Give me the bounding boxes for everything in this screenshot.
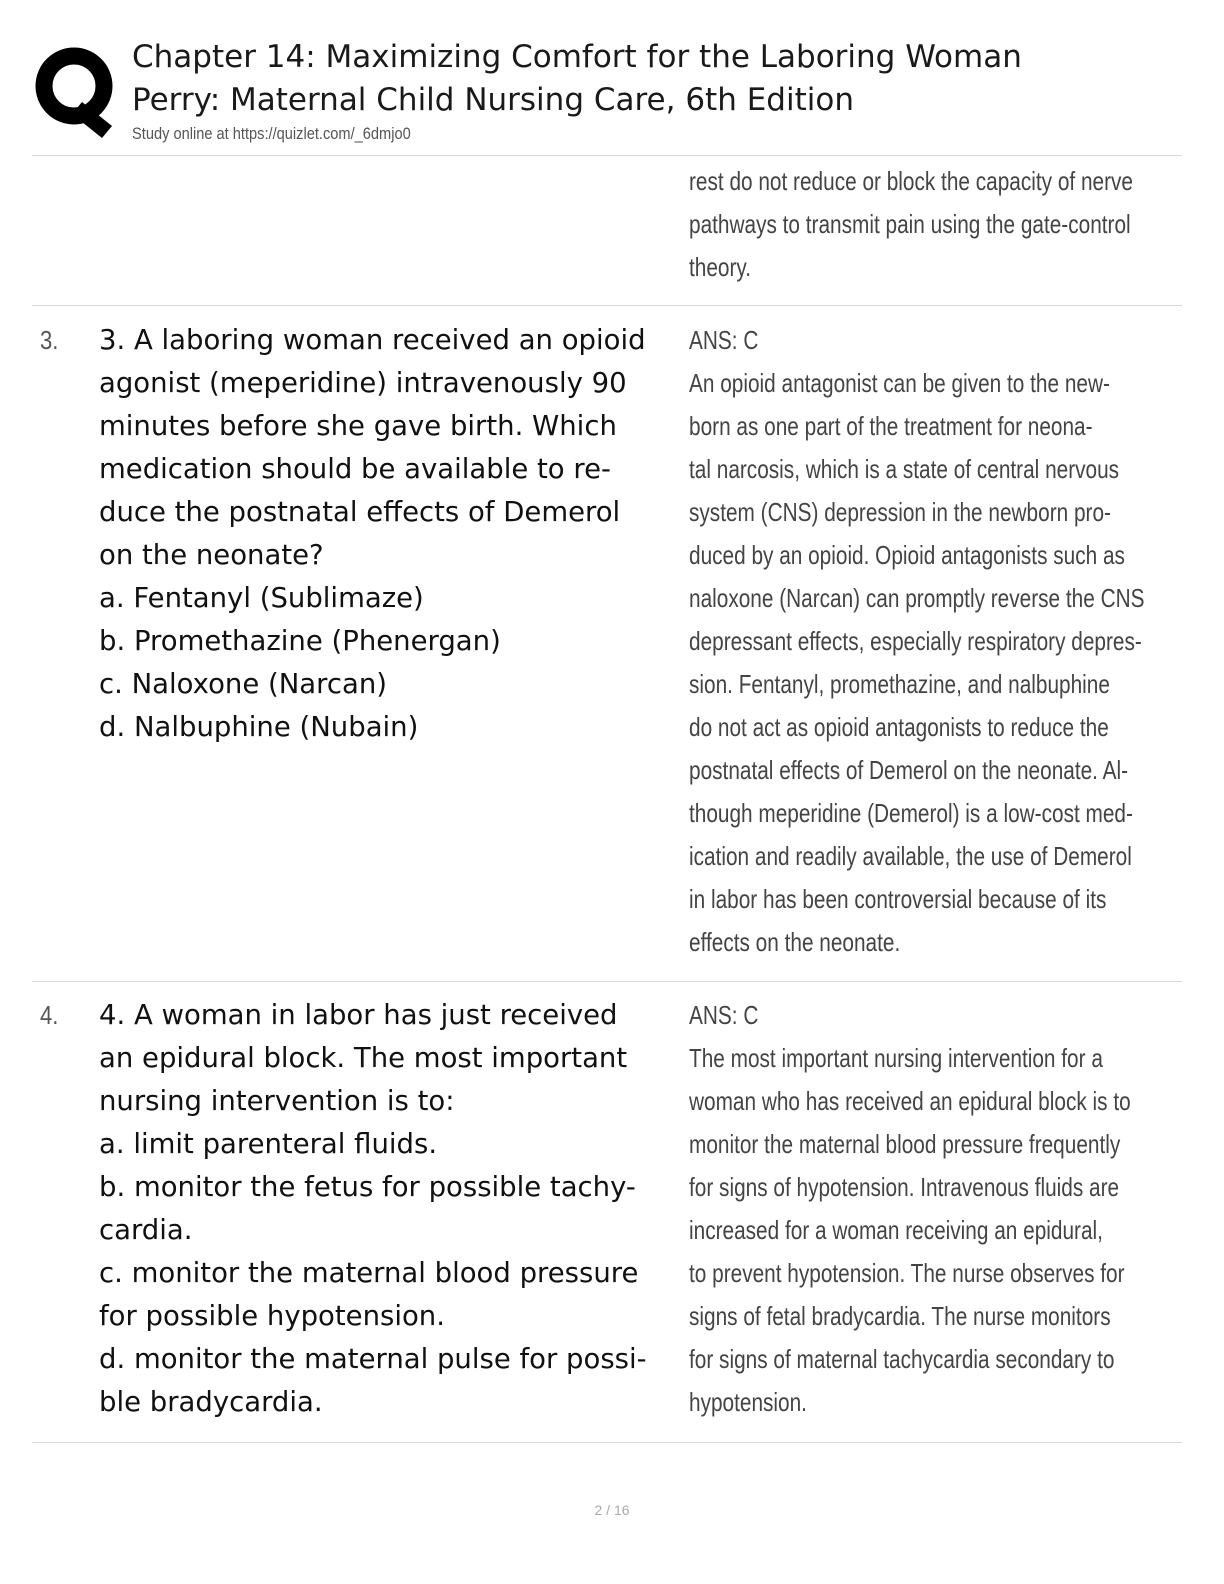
answer-line: effects on the neonate. — [689, 927, 901, 957]
option-c-cont: for possible hypotension. — [99, 1300, 445, 1332]
answer-line: though meperidine (Demerol) is a low-cost med- — [689, 798, 1133, 828]
question-line: duce the postnatal effects of Demerol — [99, 496, 621, 528]
answer-line: postnatal effects of Demerol on the neonate. Al- — [689, 755, 1129, 785]
option-d: d. monitor the maternal pulse for possi- — [99, 1343, 647, 1375]
card-number: 3. — [40, 325, 59, 355]
answer-line: theory. — [689, 252, 752, 282]
answer-line: born as one part of the treatment for neona- — [689, 411, 1093, 441]
divider — [32, 305, 1182, 306]
question-line: 4. A woman in labor has just received — [99, 999, 618, 1031]
answer-line: hypotension. — [689, 1387, 807, 1417]
question-line: on the neonate? — [99, 539, 324, 571]
answer-key: ANS: C — [689, 325, 759, 355]
answer-line: for signs of hypotension. Intravenous fluids are — [689, 1172, 1120, 1202]
answer-line: depressant effects, especially respiratory depres- — [689, 626, 1142, 656]
answer-line: naloxone (Narcan) can promptly reverse the CNS — [689, 583, 1145, 613]
answer-text — [689, 994, 1169, 1424]
answer-line: increased for a woman receiving an epidural, — [689, 1215, 1103, 1245]
answer-line: woman who has received an epidural block is to — [689, 1086, 1131, 1116]
option-d-cont: ble bradycardia. — [99, 1386, 323, 1418]
answer-line: ication and readily available, the use of Demerol — [689, 841, 1132, 871]
card-number: 4. — [40, 1000, 59, 1030]
divider — [32, 981, 1182, 982]
answer-line: system (CNS) depression in the newborn pro- — [689, 497, 1111, 527]
question-line: an epidural block. The most important — [99, 1042, 628, 1074]
answer-line: duced by an opioid. Opioid antagonists such as — [689, 540, 1125, 570]
answer-line: monitor the maternal blood pressure frequently — [689, 1129, 1121, 1159]
answer-line: An opioid antagonist can be given to the new- — [689, 368, 1110, 398]
answer-line: sion. Fentanyl, promethazine, and nalbuphine — [689, 669, 1110, 699]
option-b-cont: cardia. — [99, 1214, 193, 1246]
answer-line: do not act as opioid antagonists to reduce the — [689, 712, 1109, 742]
question-line: minutes before she gave birth. Which — [99, 410, 617, 442]
answer-line: for signs of maternal tachycardia secondary to — [689, 1344, 1115, 1374]
option-c: c. monitor the maternal blood pressure — [99, 1257, 639, 1289]
continued-answer — [689, 160, 1169, 289]
divider — [32, 155, 1182, 156]
answer-line: tal narcosis, which is a state of central nervous — [689, 454, 1120, 484]
document-header — [30, 32, 1180, 152]
question-line: 3. A laboring woman received an opioid — [99, 324, 646, 356]
answer-line: in labor has been controversial because of its — [689, 884, 1107, 914]
answer-line: pathways to transmit pain using the gate-control — [689, 209, 1131, 239]
title-block — [132, 36, 1022, 144]
chapter-title: Chapter 14: Maximizing Comfort for the Laboring Woman — [132, 39, 1022, 75]
quizlet-logo-icon — [32, 42, 142, 152]
answer-text — [689, 319, 1169, 964]
option-d: d. Nalbuphine (Nubain) — [99, 711, 419, 743]
question-line: nursing intervention is to: — [99, 1085, 455, 1117]
study-online-link[interactable]: Study online at https://quizlet.com/_6dmjo0 — [132, 124, 411, 143]
question-line: agonist (meperidine) intravenously 90 — [99, 367, 627, 399]
option-a: a. Fentanyl (Sublimaze) — [99, 582, 424, 614]
page-number: 2 / 16 — [594, 1502, 630, 1518]
divider — [32, 1442, 1182, 1443]
option-c: c. Naloxone (Narcan) — [99, 668, 387, 700]
answer-line: to prevent hypotension. The nurse observes for — [689, 1258, 1125, 1288]
question-text — [99, 994, 689, 1424]
answer-key: ANS: C — [689, 1000, 759, 1030]
option-b: b. monitor the fetus for possible tachy- — [99, 1171, 636, 1203]
option-a: a. limit parenteral fluids. — [99, 1128, 438, 1160]
question-line: medication should be available to re- — [99, 453, 611, 485]
option-b: b. Promethazine (Phenergan) — [99, 625, 501, 657]
question-text — [99, 319, 689, 749]
answer-line: rest do not reduce or block the capacity of nerve — [689, 166, 1133, 196]
book-title: Perry: Maternal Child Nursing Care, 6th Edition — [132, 82, 854, 118]
answer-line: signs of fetal bradycardia. The nurse monitors — [689, 1301, 1111, 1331]
answer-line: The most important nursing intervention for a — [689, 1043, 1103, 1073]
